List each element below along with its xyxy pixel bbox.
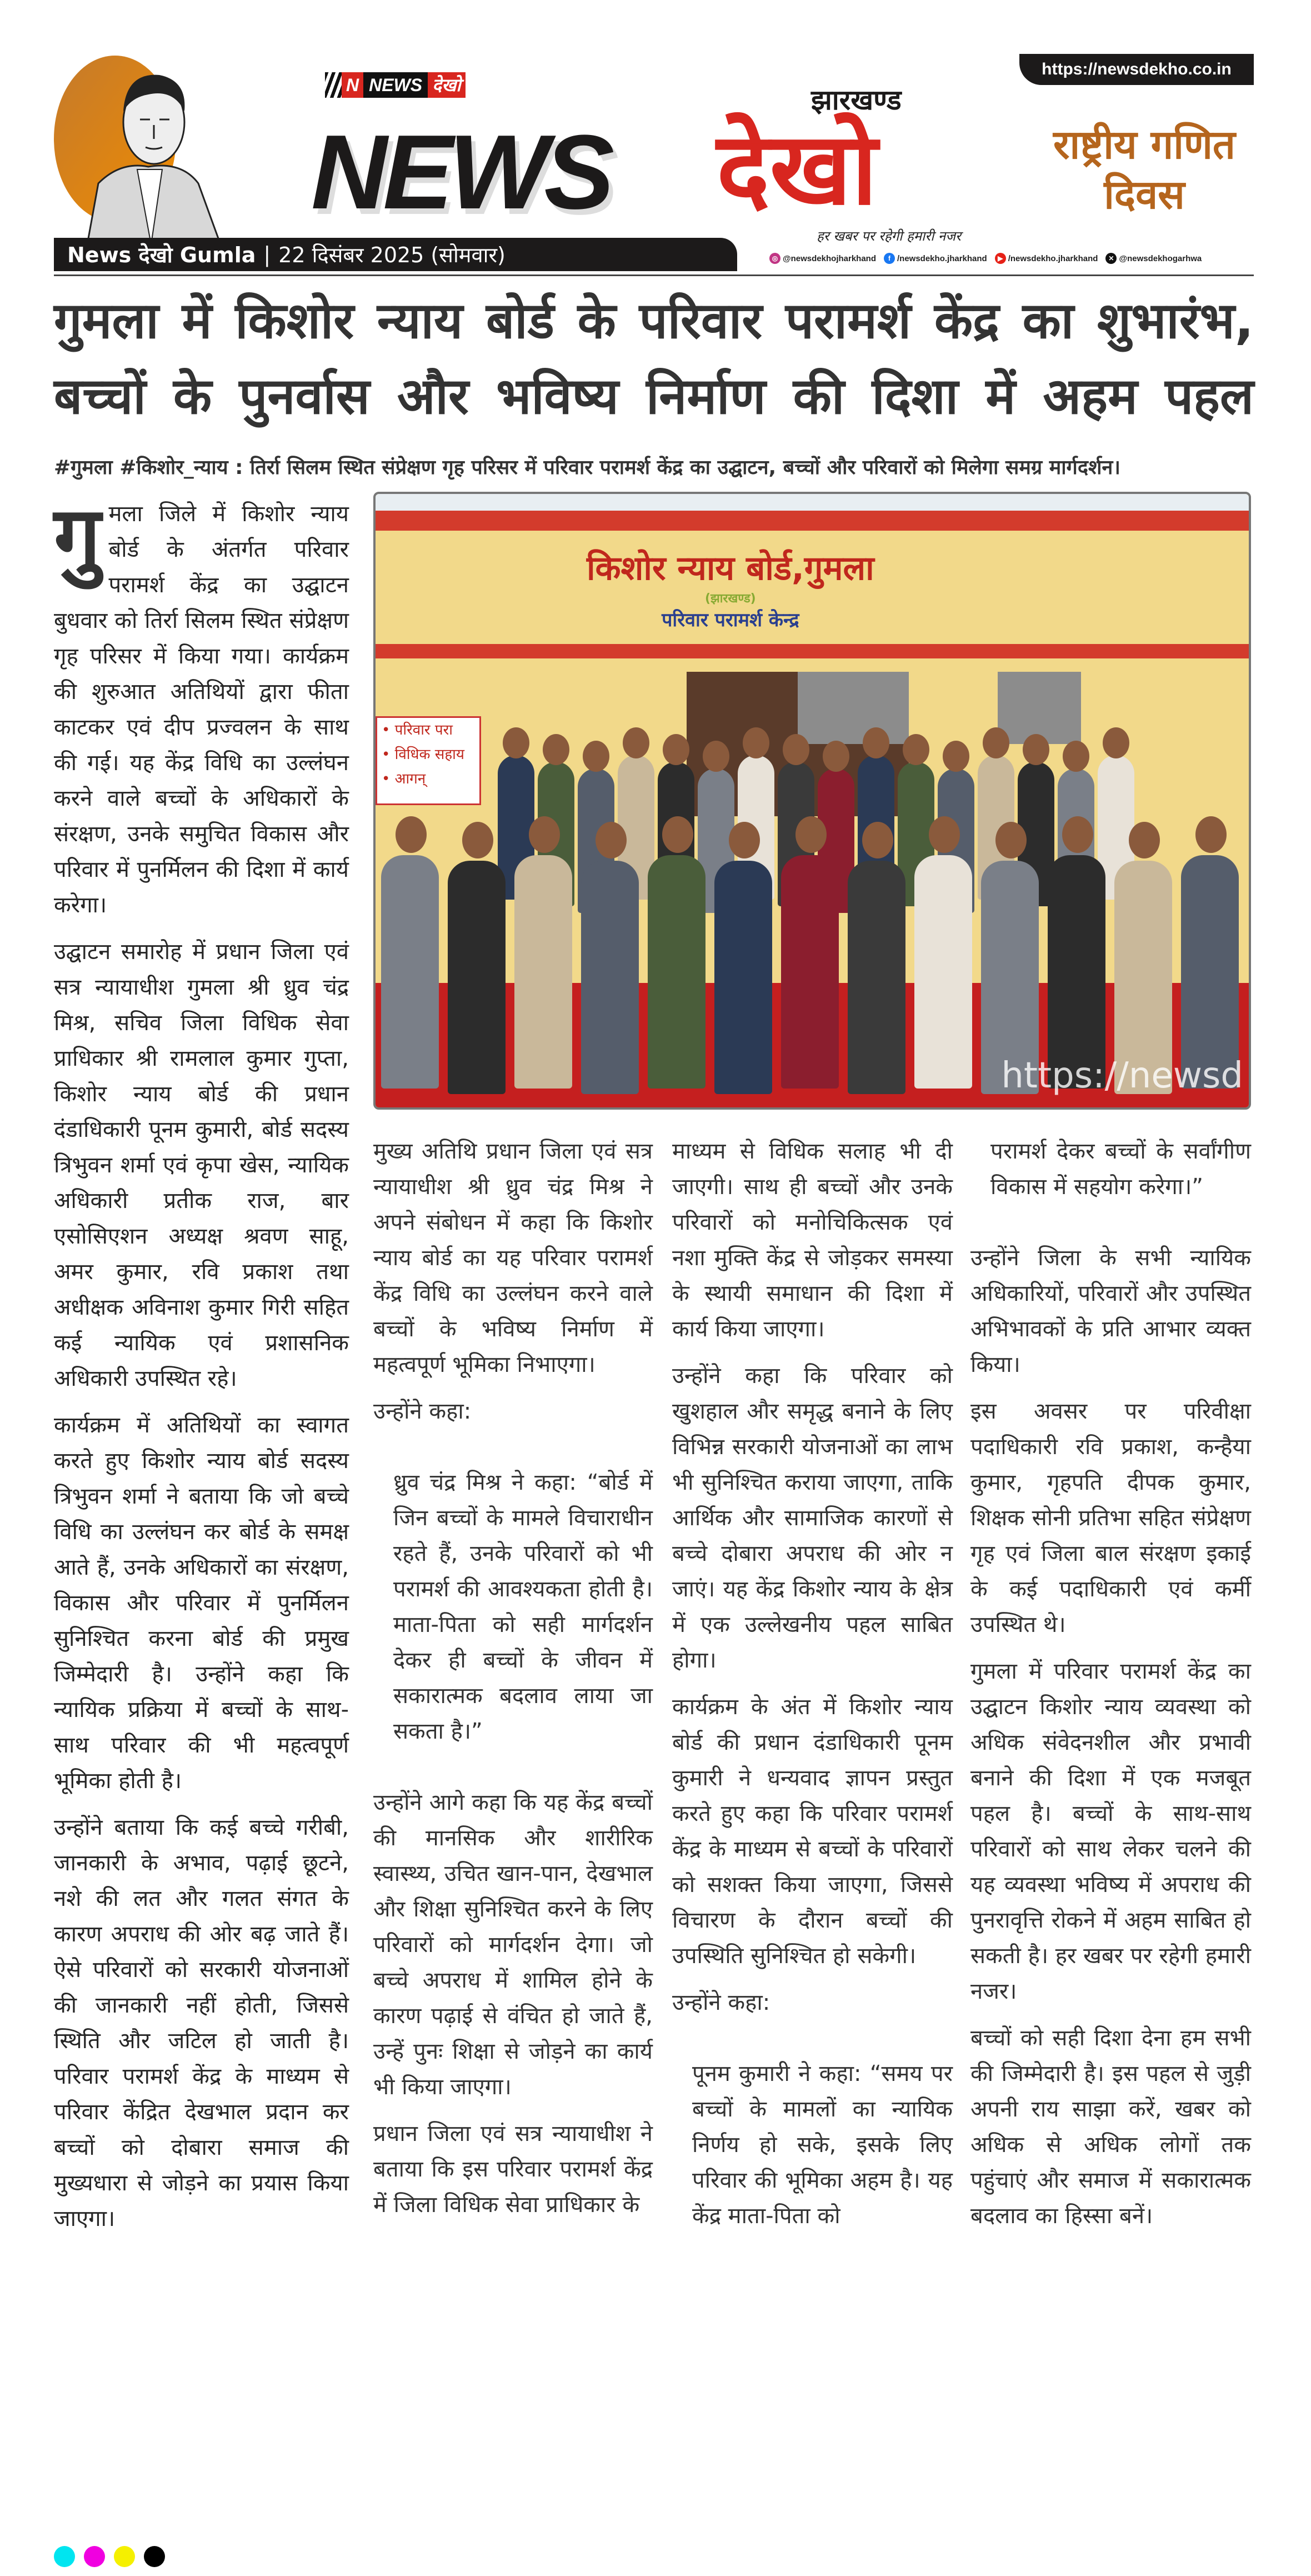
photo-window	[998, 672, 1081, 744]
print-registration-marks	[54, 2546, 165, 2567]
side-sign-line: • आगन्	[382, 771, 426, 787]
photo-person	[514, 855, 572, 1089]
quote-block-end: परामर्श देकर बच्चों के सर्वांगीण विकास में सहयोग करेगा।”	[990, 1139, 1251, 1200]
logo-state-text: झारखण्ड	[811, 84, 902, 116]
social-x[interactable]	[1105, 253, 1202, 264]
yellow-dot	[114, 2546, 135, 2567]
photo-roof	[376, 511, 1249, 531]
mini-logo-dekho: देखो	[428, 72, 465, 98]
photo-person-head	[1103, 727, 1129, 758]
side-sign	[376, 716, 481, 805]
article-column-1	[54, 489, 349, 2248]
quote-block: पूनम कुमारी ने कहा: “समय पर बच्चों के मामलों का न्यायिक निर्णय हो सके, इसके लिए परिवार की भूमिका अहम है। यह केंद्र माता-पिता को	[692, 2061, 953, 2229]
facebook-icon: f	[884, 253, 895, 264]
mini-logo-badge	[325, 72, 466, 98]
social-handle: /newsdekho.jharkhand	[1008, 253, 1098, 263]
said-label: उन्होंने कहा:	[672, 1990, 770, 2015]
mini-logo-n: N	[342, 72, 363, 98]
paragraph: मुख्य अतिथि प्रधान जिला एवं सत्र न्यायाधीश श्री ध्रुव चंद्र मिश्र ने अपने संबोधन में कहा कि किशोर न्याय बोर्ड का यह परिवार परामर्श केंद्र विधि का उल्लंघन करने वाले बच्चों के भविष्य निर्माण में महत्वपूर्ण भूमिका निभाएगा।	[373, 1139, 653, 1377]
side-sign-line: • परिवार परा	[382, 722, 453, 738]
photo-person-head	[1195, 816, 1227, 853]
instagram-icon: ◎	[769, 253, 780, 264]
photo-person-head	[596, 822, 627, 858]
photo-person	[648, 855, 705, 1089]
paragraph: उन्होंने जिला के सभी न्यायिक अधिकारियों, परिवारों और उपस्थित अभिभावकों के प्रति आभार व्यक्त किया।	[970, 1245, 1251, 1377]
social-handle: /newsdekho.jharkhand	[897, 253, 987, 263]
drop-cap: गु	[54, 489, 101, 586]
photo-sky	[376, 494, 1249, 511]
social-facebook[interactable]	[884, 253, 987, 264]
dateline-bar	[54, 238, 737, 271]
photo-person-head	[783, 734, 809, 765]
event-photo	[373, 492, 1251, 1110]
sign-title: किशोर न्याय बोर्ड,गुमला	[587, 549, 874, 588]
social-handle: @newsdekhogarhwa	[1119, 253, 1202, 263]
article-subheadline: #गुमला #किशोर_न्याय : तिर्रा सिलम स्थित संप्रेक्षण गृह परिसर में परिवार परामर्श केंद्र का उद्घाटन, बच्चों और परिवारों को मिलेगा समग्र मार्गदर्शन।	[54, 456, 1121, 479]
math-day-line-2: दिवस	[1104, 171, 1185, 218]
social-youtube[interactable]	[995, 253, 1098, 264]
photo-person	[381, 855, 439, 1089]
photo-person-head	[1129, 822, 1160, 858]
paragraph: उद्घाटन समारोह में प्रधान जिला एवं सत्र न्यायाधीश गुमला श्री ध्रुव चंद्र मिश्र, सचिव जिला विधिक सेवा प्राधिकार श्री रामलाल कुमार गुप्ता, किशोर न्याय बोर्ड की प्रधान दंडाधिकारी पूनम कुमारी, बोर्ड सदस्य त्रिभुवन शर्मा एवं कृपा खेस, न्यायिक अधिकारी प्रतीक राज, बार एसोसिएशन अध्यक्ष श्रवण साहू, अमर कुमार, रवि प्रकाश तथा अधीक्षक अविनाश कुमार गिरी सहित कई न्यायिक एवं प्रशासनिक अधिकारी उपस्थित रहे।	[54, 939, 349, 1391]
photo-person	[848, 861, 905, 1094]
magenta-dot	[84, 2546, 105, 2567]
photo-person	[714, 861, 772, 1094]
photo-person	[1181, 855, 1239, 1089]
photo-person	[581, 861, 639, 1094]
photo-person-head	[929, 816, 960, 853]
math-day-line-1: राष्ट्रीय गणित	[1053, 121, 1235, 168]
side-sign-line: • विधिक सहाय	[382, 746, 464, 763]
dateline-separator: |	[263, 242, 271, 267]
photo-person-head	[529, 816, 560, 853]
social-handle: @newsdekhojharkhand	[783, 253, 876, 263]
photo-person-head	[862, 822, 893, 858]
photo-person-head	[1062, 816, 1093, 853]
logo-tagline: हर खबर पर रहेगी हमारी नजर	[817, 228, 961, 244]
photo-person-head	[543, 734, 569, 765]
photo-person-head	[795, 816, 827, 853]
stripe-decoration	[325, 72, 342, 98]
social-handles	[769, 253, 1202, 264]
cyan-dot	[54, 2546, 75, 2567]
sign-subtitle: परिवार परामर्श केन्द्र	[662, 609, 799, 631]
social-instagram[interactable]	[769, 253, 876, 264]
article-column-3	[672, 1134, 953, 2245]
paragraph: प्रधान जिला एवं सत्र न्यायाधीश ने बताया कि इस परिवार परामर्श केंद्र में जिला विधिक सेवा प्राधिकार के	[373, 2121, 653, 2218]
paragraph-text: मला जिले में किशोर न्याय बोर्ड के अंतर्गत परिवार परामर्श केंद्र का उद्घाटन बुधवार को तिर्रा सिलम स्थित संप्रेक्षण गृह परिसर में किया गया। कार्यक्रम की शुरुआत अतिथियों द्वारा फीता काटकर एवं दीप प्रज्वलन के साथ की गई। यह केंद्र विधि का उल्लंघन करने वाले बच्चों के अधिकारों के संरक्षण, उनके समुचित विकास और परिवार में पुनर्मिलन की दिशा में कार्य करेगा।	[54, 501, 349, 918]
photo-person-head	[983, 727, 1009, 758]
x-icon: ✕	[1105, 253, 1117, 264]
article-column-4	[970, 1134, 1251, 2245]
paragraph: गुमला में परिवार परामर्श केंद्र का उद्घाटन किशोर न्याय व्यवस्था को अधिक संवेदनशील और प्रभावी बनाने की दिशा में एक मजबूत पहल है। बच्चों के साथ-साथ परिवारों को साथ लेकर चलने की यह व्यवस्था भविष्य में अपराध की पुनरावृत्ति रोकने में अहम साबित हो सकती है। हर खबर पर रहेगी हमारी नजर।	[970, 1659, 1251, 2004]
photo-window	[798, 672, 909, 744]
photo-person-head	[662, 816, 693, 853]
website-url-link[interactable]: https://newsdekho.co.in	[1019, 54, 1254, 85]
photo-person	[781, 855, 839, 1089]
mini-logo-news: NEWS	[363, 72, 428, 98]
logo-news-text: NEWS	[311, 113, 610, 231]
photo-person	[448, 861, 506, 1094]
photo-person-head	[943, 741, 969, 772]
photo-person-head	[823, 741, 849, 772]
photo-person-head	[863, 727, 889, 758]
photo-watermark: https://newsd	[1001, 1055, 1243, 1096]
photo-person-head	[623, 727, 649, 758]
paragraph: कार्यक्रम में अतिथियों का स्वागत करते हुए किशोर न्याय बोर्ड सदस्य त्रिभुवन शर्मा ने बताया कि जो बच्चे विधि का उल्लंघन कर बोर्ड के समक्ष आते हैं, उनके अधिकारों का संरक्षण, विकास और परिवार में पुनर्मिलन सुनिश्चित करना बोर्ड की प्रमुख जिम्मेदारी है। उन्होंने कहा कि न्यायिक प्रक्रिया में बच्चों के साथ-साथ परिवार की भी महत्वपूर्ण भूमिका होती है।	[54, 1412, 349, 1794]
photo-person-head	[462, 822, 493, 858]
headline-line-1: गुमला में किशोर न्याय बोर्ड के परिवार परामर्श केंद्र का शुभारंभ,	[54, 292, 1254, 350]
photo-person	[1048, 855, 1105, 1089]
photo-person-head	[583, 741, 609, 772]
sign-state: (झारखण्ड)	[705, 592, 756, 606]
photo-person	[914, 855, 972, 1089]
photo-person-head	[1023, 734, 1049, 765]
edition-label: News देखो Gumla	[67, 243, 256, 267]
youtube-icon: ▶	[995, 253, 1006, 264]
paragraph: उन्होंने बताया कि कई बच्चे गरीबी, जानकारी के अभाव, पढ़ाई छूटने, नशे की लत और गलत संगत के कारण अपराध की ओर बढ़ जाते हैं। ऐसे परिवारों को सरकारी योजनाओं की जानकारी नहीं होती, जिससे स्थिति और जटिल हो जाती है। परिवार परामर्श केंद्र के माध्यम से परिवार केंद्रित देखभाल प्रदान कर बच्चों को दोबारा समाज की मुख्यधारा से जोड़ने का प्रयास किया जाएगा।	[54, 1815, 349, 2231]
paragraph: उन्होंने आगे कहा कि यह केंद्र बच्चों की मानसिक और शारीरिक स्वास्थ्य, उचित खान-पान, देखभाल और शिक्षा सुनिश्चित करने के लिए परिवारों को मार्गदर्शन देगा। जो बच्चे अपराध में शामिल होने के कारण पढ़ाई से वंचित हो जाते हैं, उन्हें पुनः शिक्षा से जोड़ने का कार्य भी किया जाएगा।	[373, 1790, 653, 2100]
headline-line-2: बच्चों के पुनर्वास और भविष्य निर्माण की दिशा में अहम पहल	[54, 367, 1254, 426]
paragraph: कार्यक्रम के अंत में किशोर न्याय बोर्ड की प्रधान दंडाधिकारी पूनम कुमारी ने धन्यवाद ज्ञापन प्रस्तुत करते हुए कहा कि परिवार परामर्श केंद्र के माध्यम से बच्चों के परिवारों को सशक्त किया जाएगा, जिससे विचारण के दौरान बच्चों की उपस्थिति सुनिश्चित हो सकेगी।	[672, 1694, 953, 1969]
ramanujan-portrait-sketch	[54, 56, 254, 244]
photo-person-head	[663, 734, 689, 765]
photo-person-head	[503, 727, 529, 758]
national-math-day-label	[1033, 119, 1255, 219]
header-divider	[54, 274, 1254, 276]
said-label: उन्होंने कहा:	[373, 1399, 472, 1424]
paragraph: माध्यम से विधिक सलाह भी दी जाएगी। साथ ही बच्चों और उनके परिवारों को मनोचिकित्सक एवं नशा मुक्ति केंद्र से जोड़कर समस्या के स्थायी समाधान की दिशा में कार्य किया जाएगा।	[672, 1139, 953, 1342]
building-sign	[587, 544, 874, 632]
logo-dekho-text: देखो	[717, 111, 878, 227]
paragraph: उन्होंने कहा कि परिवार को खुशहाल और समृद्ध बनाने के लिए विभिन्न सरकारी योजनाओं का लाभ भी सुनिश्चित कराया जाएगा, ताकि आर्थिक और सामाजिक कारणों से बच्चे दोबारा अपराध की ओर न जाएं। यह केंद्र किशोर न्याय के क्षेत्र में एक उल्लेखनीय पहल साबित होगा।	[672, 1363, 953, 1673]
photo-person-head	[729, 822, 760, 858]
publication-date: 22 दिसंबर 2025 (सोमवार)	[278, 243, 506, 267]
photo-person-head	[995, 822, 1027, 858]
photo-person-head	[1063, 741, 1089, 772]
black-dot	[144, 2546, 165, 2567]
paragraph: बच्चों को सही दिशा देना हम सभी की जिम्मेदारी है। इस पहल से जुड़ी अपनी राय साझा करें, खबर को अधिक से अधिक लोगों तक पहुंचाएं और समाज में सकारात्मक बदलाव का हिस्सा बनें।	[970, 2025, 1251, 2229]
photo-person-head	[903, 734, 929, 765]
photo-person-head	[743, 727, 769, 758]
photo-band	[376, 644, 1249, 658]
paragraph	[54, 489, 349, 923]
quote-block: ध्रुव चंद्र मिश्र ने कहा: “बोर्ड में जिन बच्चों के मामले विचाराधीन रहते हैं, उनके परिवारों को भी परामर्श की आवश्यकता होती है। माता-पिता को सही मार्गदर्शन देकर ही बच्चों के जीवन में सकारात्मक बदलाव लाया जा सकता है।”	[393, 1470, 653, 1744]
paragraph: इस अवसर पर परिवीक्षा पदाधिकारी रवि प्रकाश, कन्हैया कुमार, गृहपति दीपक कुमार, शिक्षक सोनी प्रतिभा सहित संप्रेक्षण गृह एवं जिला बाल संरक्षण इकाई के कई पदाधिकारी एवं कर्मी उपस्थित थे।	[970, 1399, 1251, 1638]
article-column-2	[373, 1134, 653, 2234]
article-headline	[54, 283, 1254, 435]
photo-person-head	[703, 741, 729, 772]
photo-person-head	[396, 816, 427, 853]
